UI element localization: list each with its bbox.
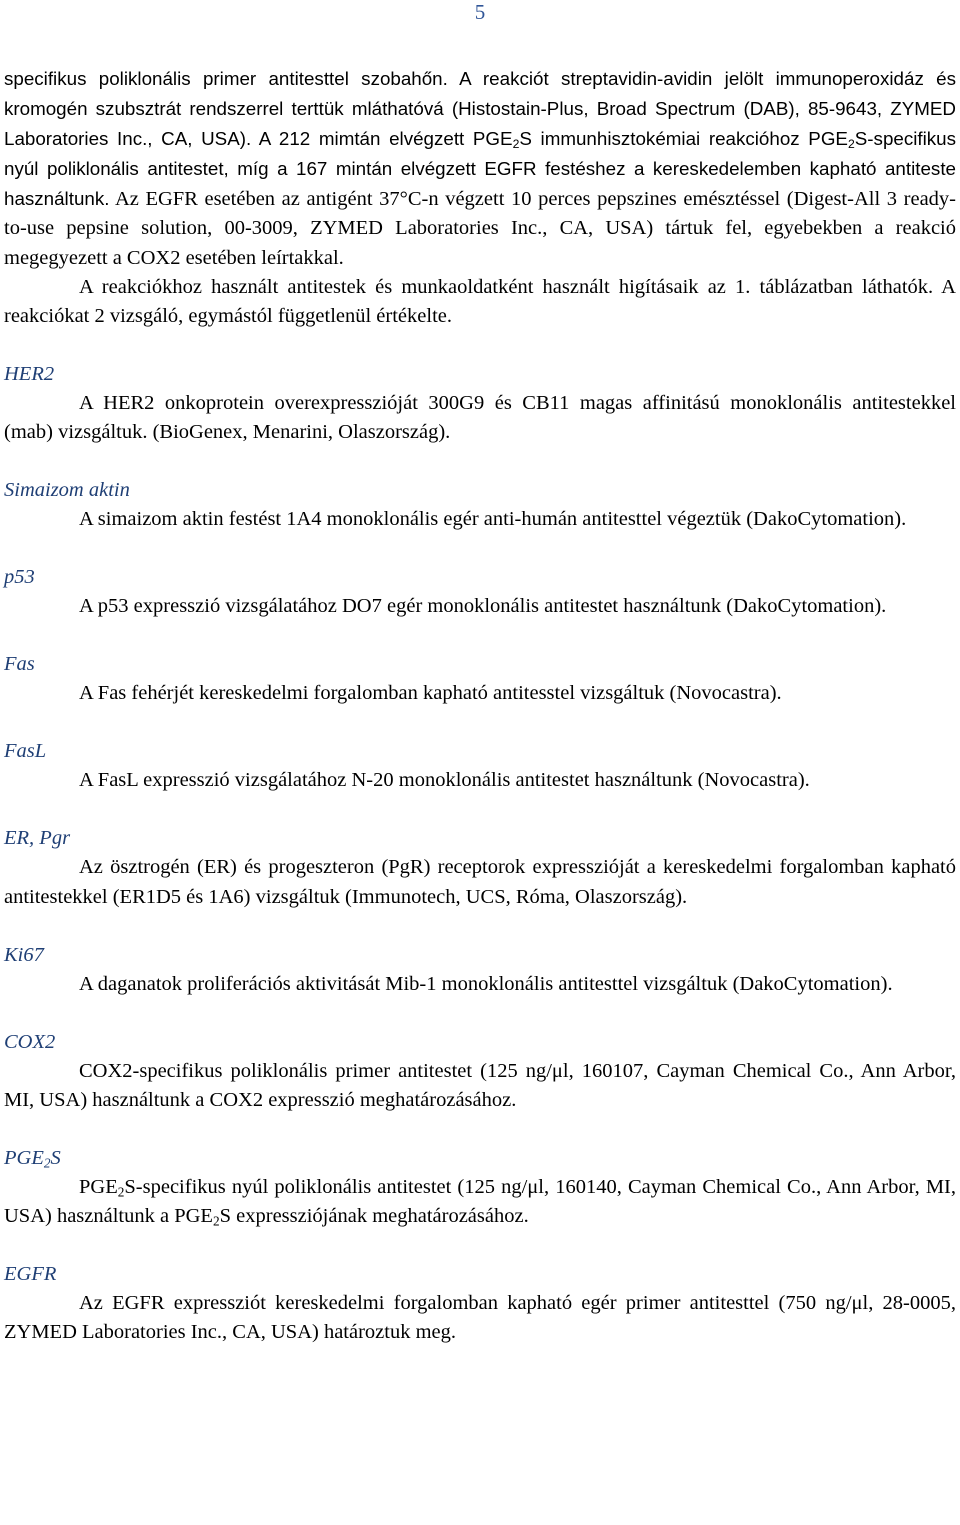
section-text — [4, 505, 956, 534]
section-heading: EGFR — [4, 1263, 57, 1286]
section-text-content: COX2-specifikus poliklonális primer antitestet (125 ng/μl, 160107, Cayman Chemical Co., Ann Arbor, MI, USA) használtunk a COX2 expresszió meghatározásához. — [4, 1059, 956, 1111]
section-p53 — [4, 563, 956, 621]
intro-text-part: S immunhisztokémiai reakcióhoz PGE — [519, 128, 848, 150]
section-heading: Simaizom aktin — [4, 479, 130, 502]
section-text — [4, 970, 956, 999]
intro-paragraph — [4, 64, 956, 273]
subscript: 2 — [512, 137, 520, 152]
section-heading: ER, Pgr — [4, 827, 71, 850]
section-heading: p53 — [4, 566, 35, 589]
page-number: 5 — [474, 0, 486, 24]
section-heading: FasL — [4, 740, 47, 763]
subscript: 2 — [847, 137, 855, 152]
section-text — [4, 389, 956, 447]
document-body — [4, 64, 956, 1347]
heading-part: S — [50, 1146, 61, 1169]
section-text-content: A HER2 onkoprotein overexpresszióját 300G9 és CB11 magas affinitású monoklonális antitestekkel (mab) vizsgáltuk. (BioGenex, Menarini, Olaszország). — [4, 391, 956, 443]
section-text-content: A p53 expresszió vizsgálatához DO7 egér monoklonális antitestet használtunk (DakoCytomation). — [79, 595, 887, 618]
section-pge2s — [4, 1144, 956, 1231]
section-text-content: A daganatok proliferációs aktivitását Mib-1 monoklonális antitesttel vizsgáltuk (DakoCytomation). — [79, 972, 893, 995]
intro-paragraph-2 — [4, 273, 956, 331]
section-er-pgr — [4, 824, 956, 911]
section-text-content: Az EGFR expressziót kereskedelmi forgalomban kapható egér primer antitesttel (750 ng/μl, 28-0005, ZYMED Laboratories Inc., CA, USA) határoztuk meg. — [4, 1292, 956, 1344]
section-her2 — [4, 360, 956, 447]
section-text-content: A simaizom aktin festést 1A4 monoklonális egér anti-humán antitesttel végeztük (DakoCytomation). — [79, 508, 907, 531]
section-ki67 — [4, 941, 956, 999]
section-fasl — [4, 737, 956, 795]
section-text-content: A FasL expresszió vizsgálatához N-20 monoklonális antitestet használtunk (Novocastra). — [79, 769, 810, 792]
section-text — [4, 766, 956, 795]
section-cox2 — [4, 1028, 956, 1115]
section-text — [4, 1173, 956, 1231]
subscript: 2 — [212, 1213, 220, 1229]
section-heading — [4, 1144, 956, 1173]
section-text — [4, 1057, 956, 1115]
section-fas — [4, 650, 956, 708]
section-text — [4, 592, 956, 621]
section-heading: Fas — [4, 653, 35, 676]
section-text-part: S expressziójának meghatározásához. — [219, 1204, 529, 1227]
section-text-content: A Fas fehérjét kereskedelmi forgalomban kapható antitesstel vizsgáltuk (Novocastra). — [79, 682, 782, 705]
section-text-part: PGE — [79, 1175, 118, 1198]
section-heading: HER2 — [4, 362, 55, 385]
section-heading: COX2 — [4, 1030, 56, 1053]
heading-part: PGE — [4, 1146, 44, 1169]
section-egfr — [4, 1260, 956, 1347]
subscript: 2 — [117, 1184, 125, 1200]
section-text-part: S-specifikus nyúl poliklonális antitestet (125 ng/μl, 160140, Cayman Chemical Co., Ann Arbor, MI, USA) használtunk a PGE — [4, 1175, 956, 1227]
section-text — [4, 679, 956, 708]
section-text — [4, 1289, 956, 1347]
section-text — [4, 853, 956, 911]
intro-text-part: specifikus poliklonális primer antitesttel szobahőn. A reakciót streptavidin-avidin jelölt immunoperoxidáz és kromogén szubsztrát rendszerrel terttük mláthatóvá (Histostain-Plus, Broad Spectrum (DAB), 85-9643, ZYMED Laboratories Inc., CA, USA). A 212 mimtán elvégzett PGE — [4, 68, 956, 150]
intro-text-part: S-specifikus nyúl poliklonális antitestet, míg a 167 mintán elvégzett EGFR festéshez a kereskedelemben kapható antiteste használtunk. — [4, 128, 957, 210]
intro-text-serif: Az EGFR esetében az antigént 37°C-n végzett 10 perces pepszines emésztéssel (Digest-All 3 ready-to-use pepsine solution, 00-3009, ZYMED Laboratories Inc., CA, USA) tártuk fel, egyebekben a reakció megegyezett a COX2 esetében leírtakkal. — [4, 188, 956, 269]
section-simaizom — [4, 476, 956, 534]
intro-text-2: A reakciókhoz használt antitestek és munkaoldatként használt higításaik az 1. táblázatban láthatók. A reakciókat 2 vizsgáló, egymástól függetlenül értékelte. — [4, 275, 956, 327]
section-heading: Ki67 — [4, 943, 44, 966]
section-text-content: Az ösztrogén (ER) és progeszteron (PgR) receptorok expresszióját a kereskedelmi forgalomban kapható antitestekkel (ER1D5 és 1A6) vizsgáltuk (Immunotech, UCS, Róma, Olaszország). — [4, 856, 956, 908]
subscript: 2 — [43, 1155, 51, 1171]
